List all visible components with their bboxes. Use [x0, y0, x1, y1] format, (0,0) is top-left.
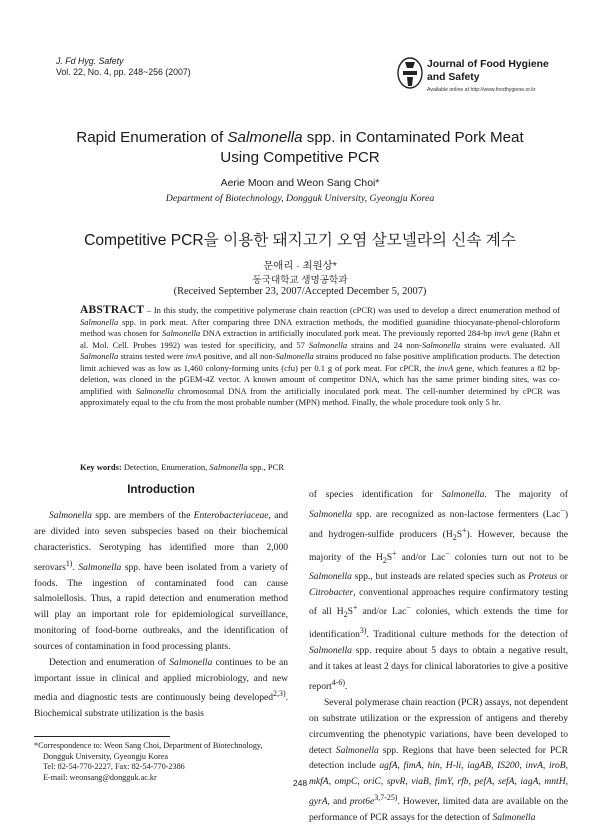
title-italic: Salmonella: [227, 129, 303, 146]
gene-list: agfA, fimA, hin, H-li, iagAB, IS200, invA, iroB, mkfA, ompC, oriC, spvR, viaB, fimY, rfb, pefA, sefA, iagA, mntH, gyrA,: [309, 760, 568, 808]
paper-title: [60, 128, 540, 168]
abstract-italic: invA: [494, 328, 510, 339]
page-number: 248: [292, 778, 308, 788]
subscript: 2: [382, 555, 387, 565]
italic-term: Proteus: [527, 570, 558, 582]
keywords-text: Detection, Enumeration,: [121, 462, 210, 472]
superscript: +: [392, 548, 397, 558]
journal-abbreviation: J. Fd Hyg. Safety: [56, 56, 124, 66]
subscript: 2: [343, 610, 348, 620]
abstract-italic: Salmonella: [421, 339, 461, 350]
abstract-text: strains were evaluated. All: [460, 339, 560, 350]
korean-title: Competitive PCR을 이용한 돼지고기 오염 살모넬라의 신속 계수: [84, 232, 516, 249]
abstract-italic: Salmonella: [308, 339, 348, 350]
title-text: Rapid Enumeration of: [76, 129, 228, 146]
abstract-text: strains and 24 non-: [347, 339, 422, 350]
intro-paragraph-2: [34, 655, 288, 723]
body-text: colonies, which extends the time for identification: [309, 606, 568, 641]
intro-paragraph-3: [309, 487, 568, 695]
abstract-italic: Salmonella: [80, 316, 119, 327]
abstract-text: gene (Rahn et al. Mol. Cell. Probes 1992) was tested for specificity, and 57: [80, 328, 561, 350]
body-text: ) and hydrogen-sulfide producers (H: [309, 509, 568, 541]
correspondence-footnote: [34, 741, 290, 783]
intro-paragraph-1: [34, 508, 288, 655]
abstract: [80, 305, 560, 409]
italic-term: Salmonella: [309, 509, 352, 521]
body-text: spp. Regions that have been selected for PCR detection include: [309, 744, 568, 772]
body-text: S: [347, 606, 353, 618]
body-text: or: [557, 570, 568, 582]
subscript: 2: [452, 532, 457, 542]
italic-term: Citrobacter: [309, 586, 354, 598]
italic-term: Salmonella: [441, 489, 485, 500]
abstract-text: chromosomal DNA from the artificially inoculated pork meat. The cell-number determined by cPCR was approximately equal to the cfu from the most probable number (MPN) method. Finally, the whole procedure took only 5 hr.: [80, 385, 560, 408]
author-list: Aerie Moon and Weon Sang Choi*: [220, 178, 380, 189]
italic-term: Enterobacteriaceae: [193, 510, 269, 521]
superscript: +: [462, 525, 467, 535]
left-column: [34, 508, 288, 722]
abstract-text: – In this study, the competitive polymerase chain reaction (cPCR) was used to develop a direct enumeration method of: [144, 305, 560, 315]
abstract-text: positive, and all non-: [201, 351, 276, 362]
body-text: continues to be an important issue in clinical and applied microbiology, and new media and diagnostic tests are continuously being developed: [34, 656, 288, 704]
abstract-text: spp. in pork meat. After comparing three DNA extraction methods, the modified guanidine thiocyanate-phenol-chloroform method was chosen for: [80, 316, 560, 339]
superscript: −: [445, 548, 450, 558]
body-text: .: [72, 561, 79, 573]
superscript: +: [352, 603, 358, 613]
abstract-text: strains produced no false positive amplification products. The detection limit achieved was as low as 1,460 colony-forming units (cfu) per 0.1 g of pork meat. For cPCR, the: [80, 351, 560, 373]
body-text: .: [345, 681, 348, 693]
abstract-label: ABSTRACT: [80, 304, 145, 316]
keywords-label: Key words:: [80, 462, 122, 472]
korean-authors: 문애리 · 최원상*: [263, 261, 337, 272]
journal-reference: [56, 56, 191, 78]
abstract-italic: Salmonella: [275, 351, 314, 362]
body-text: . However, limited data are available on the performance of PCR assays for the detection of: [309, 796, 568, 824]
body-text: spp. are recognized as non-lactose fermenters (Lac: [351, 509, 561, 521]
body-text: and/or Lac: [357, 606, 407, 618]
italic-term: prot6e: [349, 796, 375, 808]
abstract-italic: Salmonella: [161, 328, 201, 339]
intro-paragraph-4: [309, 695, 568, 826]
citation-ref: 3,7-25): [374, 793, 398, 803]
keywords-text-end: spp., PCR: [247, 462, 284, 472]
italic-term: Salmonella: [309, 570, 352, 582]
body-text: spp. have been isolated from a variety of foods. The ingestion of contaminated food can cause salmolellosis. Thus, a rapid detection and enumeration method will play an important role for epidemiological surveillance, monitoring of food-borne outbreaks, and the identification of sources of contamination in food processing plants.: [34, 561, 289, 652]
body-text: Detection and enumeration of: [49, 656, 170, 668]
footnote-divider: [34, 736, 170, 737]
italic-term: Salmonella: [169, 656, 213, 668]
body-text: and: [329, 796, 350, 808]
italic-term: Salmonella: [335, 744, 379, 756]
abstract-italic: Salmonella: [135, 385, 174, 396]
abstract-italic: invA: [437, 362, 454, 373]
journal-logo-icon: [396, 56, 424, 90]
affiliation: Department of Biotechnology, Dongguk University, Gyeongju Korea: [165, 193, 435, 204]
received-dates: (Received September 23, 2007/Accepted December 5, 2007): [173, 286, 427, 297]
right-column: [309, 487, 568, 826]
body-text: and/or Lac: [396, 551, 446, 563]
body-text: , conventional approaches require confirmatory testing of all H: [309, 586, 568, 618]
body-text: . Traditional culture methods for the detection of: [366, 629, 568, 641]
abstract-text: strains tested were: [118, 351, 186, 362]
journal-logo-url[interactable]: Available online at http://www.foodhygiene.or.kr: [427, 87, 536, 93]
body-text: S: [456, 529, 463, 541]
keywords-italic: Salmonella: [209, 462, 248, 472]
body-text: spp., but insteads are related species such as: [351, 570, 528, 582]
body-text: ). However, because the majority of the H: [309, 529, 568, 563]
abstract-text: DNA extraction in artificially inoculated pork meat. The previously reported 284-bp: [200, 328, 495, 339]
body-text: colonies turn out not to be: [449, 551, 568, 563]
abstract-italic: Salmonella: [80, 351, 119, 362]
citation-ref: 3): [359, 626, 367, 636]
abstract-italic: invA: [185, 351, 202, 362]
footnote-phone: Tel: 82-54-770-2227, Fax: 82-54-770-2386: [43, 762, 185, 771]
citation-ref: 4-6): [331, 678, 346, 688]
citation-ref: 2,3): [273, 689, 286, 699]
italic-term: Salmonella: [78, 561, 122, 573]
body-text: . Biochemical substrate utilization is the basis: [34, 692, 288, 720]
abstract-text: gene, which features a 82 bp-deletion, was cloned in the pGEM-4Z vector. A known amount of competitor DNA, which has the same primer binding sites, was co-amplified with: [80, 362, 560, 396]
korean-affiliation: 동국대학교 생명공학과: [252, 275, 348, 286]
title-text-end: spp. in Contaminated Pork Meat Using Competitive PCR: [220, 129, 524, 166]
superscript: −: [560, 505, 565, 515]
body-text: spp. are members of the: [91, 510, 194, 521]
body-text: . The majority of: [484, 489, 568, 500]
superscript: −: [406, 603, 411, 613]
body-text: Several polymerase chain reaction (PCR) assays, not dependent on substrate utilization or the expression of antigens and thereby circumventing the phenotypic variations, have been developed to detect: [309, 697, 568, 756]
keywords: [80, 462, 560, 472]
body-text: spp. require about 5 days to obtain a negative result, and it takes at least 2 days for clinical laboratories to give a positive report: [309, 645, 569, 693]
italic-term: Salmonella: [309, 645, 352, 657]
footnote-email[interactable]: E-mail: weonsang@dongguk.ac.kr: [43, 772, 157, 782]
footnote-correspondence: *Correspondence to: Weon Sang Choi, Department of Biotechnology, Dongguk University, Gyeongju Korea: [34, 741, 263, 761]
journal-logo-name: Journal of Food Hygiene and Safety: [427, 59, 549, 83]
volume-citation: Vol. 22, No. 4, pp. 248~256 (2007): [56, 67, 191, 77]
body-text: of species identification for: [309, 489, 442, 500]
citation-ref: 1): [65, 558, 73, 568]
body-text: S: [386, 551, 393, 563]
body-text: , and are divided into seven subspecies based on their biochemical characteristics. Serotyping has identified more than 2,000 serovars: [34, 510, 289, 573]
italic-term: Salmonella: [492, 812, 536, 824]
section-heading-introduction: Introduction: [127, 483, 195, 496]
italic-term: Salmonella: [49, 510, 92, 521]
